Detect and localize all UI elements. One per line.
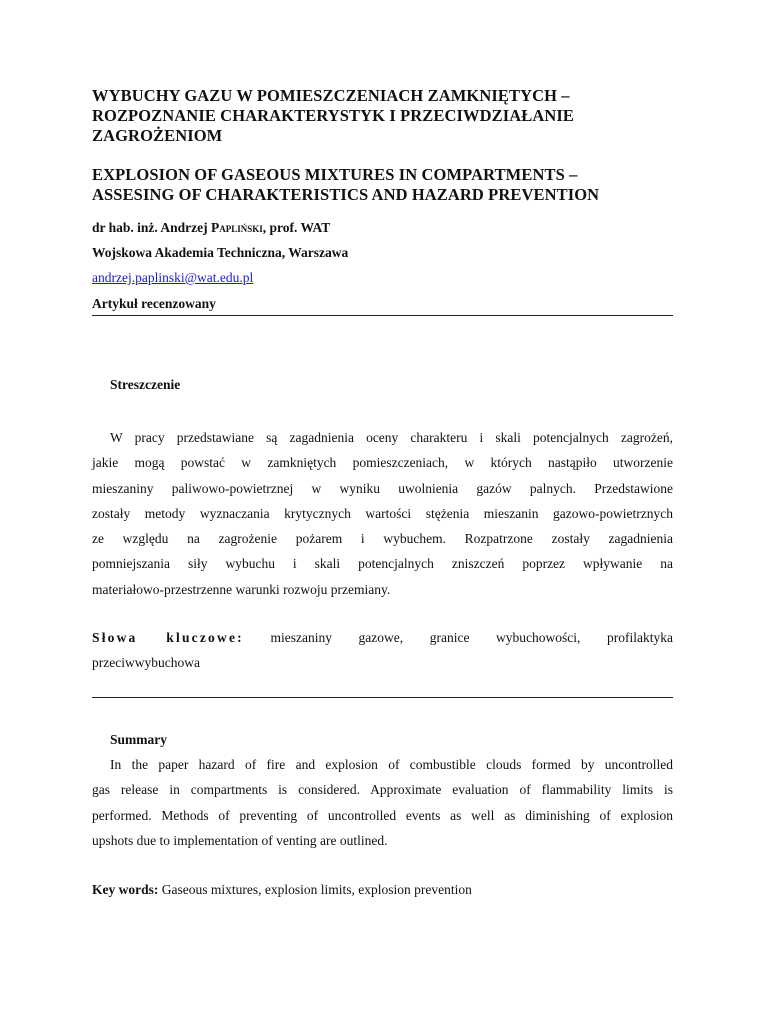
- abstract-heading: Streszczenie: [110, 377, 181, 392]
- email-link[interactable]: andrzej.paplinski@wat.edu.pl: [92, 270, 254, 285]
- affiliation: Wojskowa Akademia Techniczna, Warszawa: [92, 245, 349, 260]
- keywords-english-label: Key words:: [92, 882, 159, 897]
- title-polish-line-3: ZAGROŻENIOM: [92, 126, 223, 145]
- author-prefix: dr hab. inż. Andrzej: [92, 220, 212, 235]
- keywords-english-text: Gaseous mixtures, explosion limits, explosion prevention: [158, 882, 472, 897]
- abstract-line-7: materiałowo-przestrzenne warunki rozwoju przemiany.: [92, 581, 391, 597]
- title-english: [92, 165, 673, 205]
- keywords-polish: [92, 630, 673, 681]
- keywords-english: [92, 882, 472, 898]
- abstract-line-5: ze względu na zagrożenie pożarem i wybuchem. Rozpatrzone zostały zagadnienia: [92, 531, 673, 547]
- keywords-polish-line-2: przeciwwybuchowa: [92, 655, 200, 671]
- abstract-line-6: pomniejszania siły wybuchu i skali potencjalnych zniszczeń poprzez wpływanie na: [92, 556, 673, 572]
- title-english-line-1: EXPLOSION OF GASEOUS MIXTURES IN COMPARTMENTS –: [92, 165, 578, 184]
- author-surname: Papliński: [211, 220, 263, 235]
- summary-line-1: In the paper hazard of fire and explosion of combustible clouds formed by uncontrolled: [110, 757, 673, 772]
- keywords-polish-line-1: [92, 630, 673, 655]
- title-polish: [92, 86, 673, 146]
- abstract-line-1: W pracy przedstawiane są zagadnienia oceny charakteru i skali potencjalnych zagrożeń,: [110, 430, 673, 445]
- keywords-polish-text-1: mieszaniny gazowe, granice wybuchowości, profilaktyka: [243, 630, 673, 645]
- title-polish-line-2: ROZPOZNANIE CHARAKTERYSTYK I PRZECIWDZIAŁANIE: [92, 106, 575, 125]
- keywords-polish-label: Słowa kluczowe:: [92, 630, 244, 645]
- abstract-paragraph: [92, 430, 673, 607]
- summary-line-3: performed. Methods of preventing of uncontrolled events as well as diminishing of explosion: [92, 807, 673, 823]
- summary-heading: Summary: [110, 732, 167, 747]
- summary-paragraph: [92, 757, 673, 858]
- abstract-line-4: zostały metody wyznaczania krytycznych wartości stężenia mieszanin gazowo-powietrznych: [92, 505, 673, 521]
- abstract-line-2: jakie mogą powstać w zamkniętych pomieszczeniach, w których nastąpiło utworzenie: [92, 455, 673, 471]
- header-divider: [92, 315, 673, 316]
- summary-line-2: gas release in compartments is considered. Approximate evaluation of flammability limits is: [92, 782, 673, 798]
- author-suffix: , prof. WAT: [262, 220, 331, 235]
- review-note: Artykuł recenzowany: [92, 296, 216, 311]
- author-line: [92, 220, 330, 236]
- abstract-line-3: mieszaniny paliwowo-powietrznej w wyniku uwolnienia gazów palnych. Przedstawione: [92, 480, 673, 496]
- section-divider: [92, 697, 673, 698]
- summary-line-4: upshots due to implementation of venting are outlined.: [92, 832, 388, 848]
- title-english-line-2: ASSESING OF CHARAKTERISTICS AND HAZARD PREVENTION: [92, 185, 600, 204]
- title-polish-line-1: WYBUCHY GAZU W POMIESZCZENIACH ZAMKNIĘTYCH –: [92, 86, 570, 105]
